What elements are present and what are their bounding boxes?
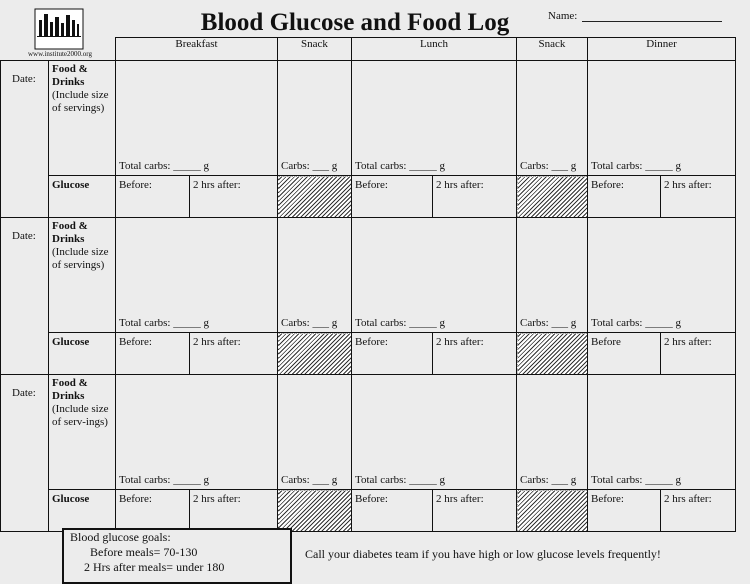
snack2-food-cell[interactable] xyxy=(517,375,588,490)
dinner-food-cell[interactable] xyxy=(588,218,736,333)
carbs-label: Total carbs: _____ g xyxy=(355,160,445,172)
breakfast-food-cell[interactable] xyxy=(116,375,278,490)
carbs-label: Carbs: ___ g xyxy=(520,474,577,486)
meal-header-snack-1: Snack xyxy=(278,38,352,61)
glucose-breakfast-after[interactable]: 2 hrs after: xyxy=(190,176,278,218)
carbs-label: Total carbs: _____ g xyxy=(355,317,445,329)
food-log-table xyxy=(0,37,736,532)
glucose-dinner-after[interactable]: 2 hrs after: xyxy=(661,490,736,532)
carbs-label: Carbs: ___ g xyxy=(281,160,338,172)
glucose-goals-box xyxy=(62,528,292,584)
glucose-lunch-before[interactable]: Before: xyxy=(352,333,433,375)
header-blank xyxy=(1,38,116,61)
meal-header-row xyxy=(1,38,736,61)
date-cell[interactable]: Date: xyxy=(1,61,49,218)
page-title: Blood Glucose and Food Log xyxy=(200,9,510,36)
day-food-row xyxy=(1,61,736,176)
dinner-food-cell[interactable] xyxy=(588,61,736,176)
day-glucose-row xyxy=(1,176,736,218)
meal-header-dinner: Dinner xyxy=(588,38,736,61)
glucose-dinner-after[interactable]: 2 hrs after: xyxy=(661,176,736,218)
footer-note: Call your diabetes team if you have high or low glucose levels frequently! xyxy=(305,547,661,561)
snack2-food-cell[interactable] xyxy=(517,218,588,333)
carbs-label: Total carbs: _____ g xyxy=(119,474,209,486)
food-label-cell xyxy=(49,375,116,490)
glucose-lunch-before[interactable]: Before: xyxy=(352,490,433,532)
dinner-food-cell[interactable] xyxy=(588,375,736,490)
glucose-lunch-after[interactable]: 2 hrs after: xyxy=(433,333,517,375)
food-note: (Include size of serv-ings) xyxy=(52,403,109,428)
glucose-label: Glucose xyxy=(49,490,116,532)
food-label-cell xyxy=(49,218,116,333)
meal-header-breakfast: Breakfast xyxy=(116,38,278,61)
lunch-food-cell[interactable] xyxy=(352,61,517,176)
carbs-label: Carbs: ___ g xyxy=(520,160,577,172)
glucose-dinner-before[interactable]: Before xyxy=(588,333,661,375)
carbs-label: Carbs: ___ g xyxy=(520,317,577,329)
date-cell[interactable]: Date: xyxy=(1,218,49,375)
day-food-row xyxy=(1,218,736,333)
day-glucose-row xyxy=(1,333,736,375)
breakfast-food-cell[interactable] xyxy=(116,218,278,333)
date-cell[interactable]: Date: xyxy=(1,375,49,532)
glucose-dinner-before[interactable]: Before: xyxy=(588,490,661,532)
food-label-cell xyxy=(49,61,116,176)
snack1-food-cell[interactable] xyxy=(278,61,352,176)
hatched-cell xyxy=(517,333,588,375)
meal-header-lunch: Lunch xyxy=(352,38,517,61)
lunch-food-cell[interactable] xyxy=(352,218,517,333)
meal-header-snack-2: Snack xyxy=(517,38,588,61)
carbs-label: Carbs: ___ g xyxy=(281,474,338,486)
day-glucose-row xyxy=(1,490,736,532)
glucose-breakfast-before[interactable]: Before: xyxy=(116,490,190,532)
hatched-cell xyxy=(278,176,352,218)
food-title: Food & Drinks xyxy=(52,63,88,88)
food-note: (Include size of servings) xyxy=(52,246,109,271)
name-label: Name: xyxy=(548,10,578,22)
snack1-food-cell[interactable] xyxy=(278,218,352,333)
food-title: Food & Drinks xyxy=(52,377,88,402)
glucose-dinner-after[interactable]: 2 hrs after: xyxy=(661,333,736,375)
glucose-label: Glucose xyxy=(49,333,116,375)
glucose-label: Glucose xyxy=(49,176,116,218)
carbs-label: Total carbs: _____ g xyxy=(119,160,209,172)
glucose-breakfast-before[interactable]: Before: xyxy=(116,333,190,375)
glucose-breakfast-after[interactable]: 2 hrs after: xyxy=(190,490,278,532)
snack1-food-cell[interactable] xyxy=(278,375,352,490)
snack2-food-cell[interactable] xyxy=(517,61,588,176)
day-food-row xyxy=(1,375,736,490)
hatched-cell xyxy=(278,333,352,375)
hatched-cell xyxy=(278,490,352,532)
carbs-label: Carbs: ___ g xyxy=(281,317,338,329)
glucose-breakfast-before[interactable]: Before: xyxy=(116,176,190,218)
glucose-lunch-after[interactable]: 2 hrs after: xyxy=(433,176,517,218)
carbs-label: Total carbs: _____ g xyxy=(119,317,209,329)
goals-title: Blood glucose goals: xyxy=(70,530,171,544)
goals-after: 2 Hrs after meals= under 180 xyxy=(84,560,225,574)
logo-url: www.institute2000.org xyxy=(28,50,92,58)
carbs-label: Total carbs: _____ g xyxy=(591,474,681,486)
glucose-lunch-after[interactable]: 2 hrs after: xyxy=(433,490,517,532)
breakfast-food-cell[interactable] xyxy=(116,61,278,176)
goals-before: Before meals= 70-130 xyxy=(90,545,198,559)
glucose-dinner-before[interactable]: Before: xyxy=(588,176,661,218)
carbs-label: Total carbs: _____ g xyxy=(355,474,445,486)
food-note: (Include size of servings) xyxy=(52,89,109,114)
lunch-food-cell[interactable] xyxy=(352,375,517,490)
carbs-label: Total carbs: _____ g xyxy=(591,160,681,172)
glucose-lunch-before[interactable]: Before: xyxy=(352,176,433,218)
carbs-label: Total carbs: _____ g xyxy=(591,317,681,329)
glucose-breakfast-after[interactable]: 2 hrs after: xyxy=(190,333,278,375)
hatched-cell xyxy=(517,490,588,532)
name-field[interactable] xyxy=(582,21,722,22)
food-title: Food & Drinks xyxy=(52,220,88,245)
hatched-cell xyxy=(517,176,588,218)
